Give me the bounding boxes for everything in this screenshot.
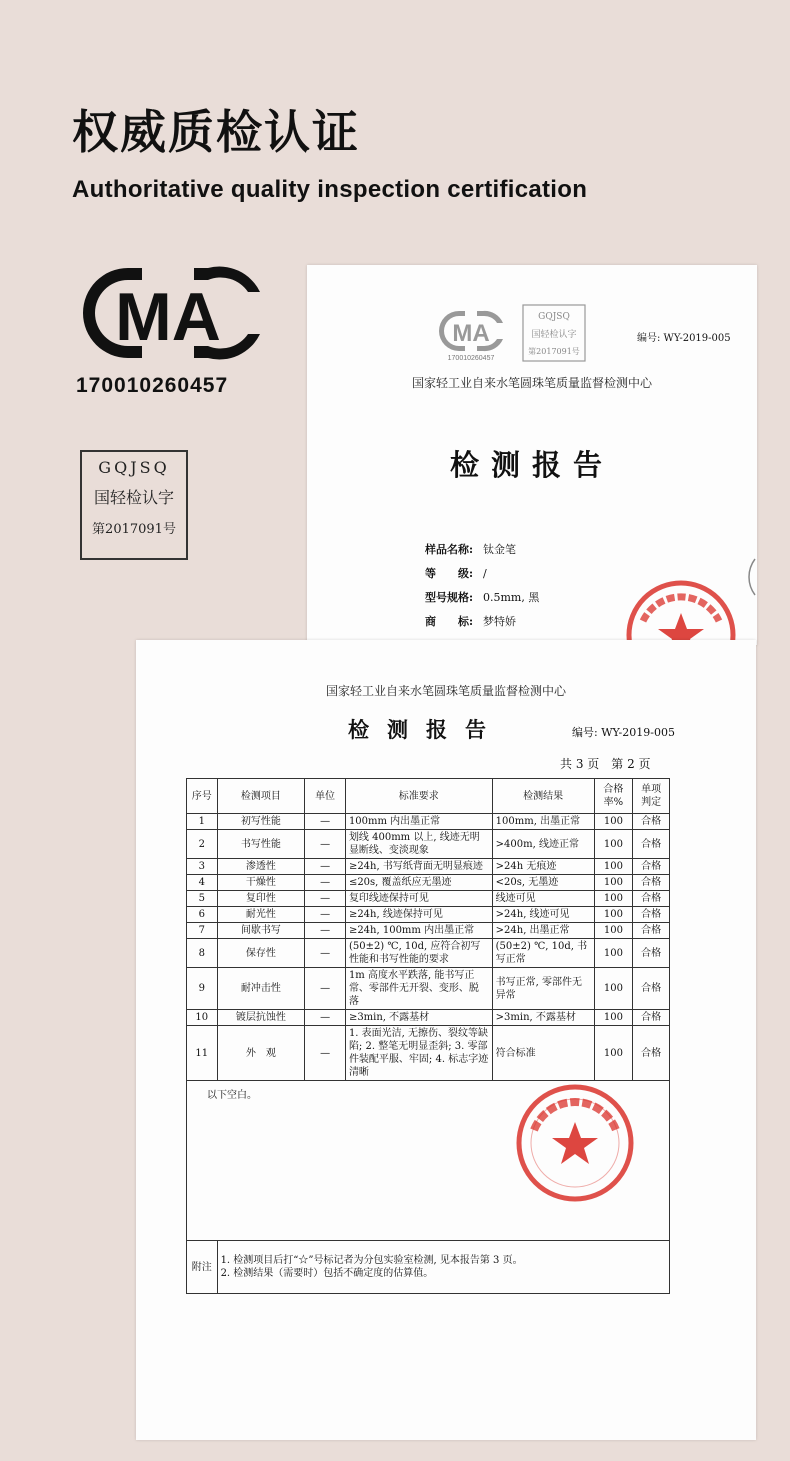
test-item-cell: 初写性能 [217,814,305,830]
table-row [187,1026,670,1081]
cma-number: 170010260457 [76,374,229,397]
table-row [187,859,670,875]
pass-rate-cell: 100 [594,875,633,891]
unit-cell: — [305,907,346,923]
row-number-cell: 8 [187,939,218,968]
header-cell: 检测项目 [217,779,305,814]
row-number-cell: 10 [187,1010,218,1026]
header-cell: 单项判定 [633,779,670,814]
judgement-cell: 合格 [633,968,670,1010]
report-cover-logos [439,303,589,363]
pass-rate-cell: 100 [594,939,633,968]
test-item-cell: 保存性 [217,939,305,968]
notes-row [187,1241,670,1294]
note-line: 2. 检测结果（需要时）包括不确定度的估算值。 [220,1268,434,1279]
results-table [186,778,670,1294]
test-result-cell: 线迹可见 [492,891,594,907]
unit-cell: — [305,891,346,907]
cover-mini-stamp-line-3: 第2017091号 [528,347,580,356]
table-row [187,875,670,891]
cover-mini-logo-number: 170010260457 [447,355,495,362]
row-number-cell: 1 [187,814,218,830]
note-line: 1. 检测项目后打“☆”号标记者为分包实验室检测, 见本报告第 3 页。 [220,1255,523,1266]
test-item-cell: 干燥性 [217,875,305,891]
cover-mini-stamp-line-1: GQJSQ [538,312,570,322]
gq-line-2: 国轻检认字 [93,488,174,507]
row-number-cell: 2 [187,830,218,859]
page-title: 权威质检认证 [72,105,360,159]
table-row [187,891,670,907]
test-result-cell: 符合标准 [492,1026,594,1081]
standard-requirement-cell: 划线 400mm 以上, 线迹无明显断线、变淡现象 [345,830,492,859]
test-item-cell: 书写性能 [217,830,305,859]
standard-requirement-cell: 1m 高度水平跌落, 能书写正常、零部件无开裂、变形、脱落 [345,968,492,1010]
cma-logo [70,262,266,364]
report-results-page [136,640,756,1440]
gqjsq-certificate-box [80,450,188,560]
cover-center-name: 国家轻工业自来水笔圆珠笔质量监督检测中心 [411,376,652,390]
test-result-cell: >24h 无痕迹 [492,859,594,875]
pass-rate-cell: 100 [594,923,633,939]
header-cell: 合格率% [594,779,633,814]
pass-rate-cell: 100 [594,814,633,830]
unit-cell: — [305,968,346,1010]
standard-requirement-cell: 100mm 内出墨正常 [345,814,492,830]
row-number-cell: 9 [187,968,218,1010]
row-number-cell: 6 [187,907,218,923]
pass-rate-cell: 100 [594,968,633,1010]
test-item-cell: 外 观 [217,1026,305,1081]
test-result-cell: >24h, 线迹可见 [492,907,594,923]
results-center-name: 国家轻工业自来水笔圆珠笔质量监督检测中心 [325,684,566,698]
header-cell: 单位 [305,779,346,814]
test-item-cell: 渗透性 [217,859,305,875]
unit-cell: — [305,923,346,939]
table-row [187,907,670,923]
pass-rate-cell: 100 [594,859,633,875]
cover-fields [425,541,539,637]
header-cell: 标准要求 [345,779,492,814]
test-item-cell: 耐光性 [217,907,305,923]
row-number-cell: 4 [187,875,218,891]
results-report-code: 编号: WY-2019-005 [572,726,675,739]
unit-cell: — [305,814,346,830]
unit-cell: — [305,859,346,875]
test-item-cell: 间歇书写 [217,923,305,939]
unit-cell: — [305,830,346,859]
cover-report-code: 编号: WY-2019-005 [637,333,731,344]
standard-requirement-cell: ≥24h, 线迹保持可见 [345,907,492,923]
standard-requirement-cell: ≥24h, 书写纸背面无明显痕迹 [345,859,492,875]
judgement-cell: 合格 [633,907,670,923]
table-row [187,814,670,830]
pass-rate-cell: 100 [594,891,633,907]
standard-requirement-cell: 1. 表面光洁, 无擦伤、裂纹等缺陷; 2. 整笔无明显歪斜; 3. 零部件装配平服、牢固; 4. 标志字迹清晰 [345,1026,492,1081]
cover-field: 样品名称: 钛金笔 [425,543,516,556]
judgement-cell: 合格 [633,1010,670,1026]
row-number-cell: 3 [187,859,218,875]
test-result-cell: 100mm, 出墨正常 [492,814,594,830]
unit-cell: — [305,1026,346,1081]
test-result-cell: <20s, 无墨迹 [492,875,594,891]
table-row [187,1010,670,1026]
table-header-row [187,779,670,814]
results-page-count: 共 3 页 第 2 页 [560,757,651,771]
gq-line-3: 第2017091号 [92,522,176,537]
table-row [187,923,670,939]
test-result-cell: 书写正常, 零部件无异常 [492,968,594,1010]
cover-report-title: 检测报告 [449,448,614,482]
notes-label: 附注 [187,1241,218,1294]
header-cell: 序号 [187,779,218,814]
judgement-cell: 合格 [633,859,670,875]
cover-mini-stamp-line-2: 国轻检认字 [531,330,577,340]
test-result-cell: (50±2) ℃, 10d, 书写正常 [492,939,594,968]
gq-line-1: GQJSQ [98,458,170,477]
header-cell: 检测结果 [492,779,594,814]
company-seal-icon [512,1080,638,1206]
cover-field: 等 级: / [425,567,487,580]
cma-logo-text: MA [115,279,221,355]
seam-stamp-mark [743,557,757,597]
pass-rate-cell: 100 [594,1026,633,1081]
table-row [187,830,670,859]
row-number-cell: 7 [187,923,218,939]
table-row [187,968,670,1010]
row-number-cell: 5 [187,891,218,907]
page-subtitle: Authoritative quality inspection certification [72,176,588,203]
standard-requirement-cell: ≥3min, 不露基材 [345,1010,492,1026]
report-cover-page [307,265,757,645]
test-item-cell: 镀层抗蚀性 [217,1010,305,1026]
judgement-cell: 合格 [633,814,670,830]
blank-text: 以下空白。 [187,1081,670,1241]
test-item-cell: 复印性 [217,891,305,907]
standard-requirement-cell: (50±2) ℃, 10d, 应符合初写性能和书写性能的要求 [345,939,492,968]
unit-cell: — [305,939,346,968]
unit-cell: — [305,875,346,891]
judgement-cell: 合格 [633,1026,670,1081]
results-report-title: 检测报告 [348,717,504,742]
test-item-cell: 耐冲击性 [217,968,305,1010]
unit-cell: — [305,1010,346,1026]
table-row [187,939,670,968]
judgement-cell: 合格 [633,830,670,859]
test-result-cell: >3min, 不露基材 [492,1010,594,1026]
cover-field: 型号规格: 0.5mm, 黑 [425,591,540,604]
standard-requirement-cell: ≥24h, 100mm 内出墨正常 [345,923,492,939]
row-number-cell: 11 [187,1026,218,1081]
judgement-cell: 合格 [633,939,670,968]
notes-text [217,1241,669,1294]
pass-rate-cell: 100 [594,907,633,923]
test-result-cell: >400m, 线迹正常 [492,830,594,859]
standard-requirement-cell: 复印线迹保持可见 [345,891,492,907]
standard-requirement-cell: ≤20s, 覆盖纸应无墨迹 [345,875,492,891]
cover-mini-logo-text: MA [452,320,490,347]
company-seal-icon [621,575,741,645]
cover-field: 商 标: 梦特娇 [425,615,516,628]
judgement-cell: 合格 [633,875,670,891]
test-result-cell: >24h, 出墨正常 [492,923,594,939]
judgement-cell: 合格 [633,923,670,939]
judgement-cell: 合格 [633,891,670,907]
pass-rate-cell: 100 [594,1010,633,1026]
pass-rate-cell: 100 [594,830,633,859]
